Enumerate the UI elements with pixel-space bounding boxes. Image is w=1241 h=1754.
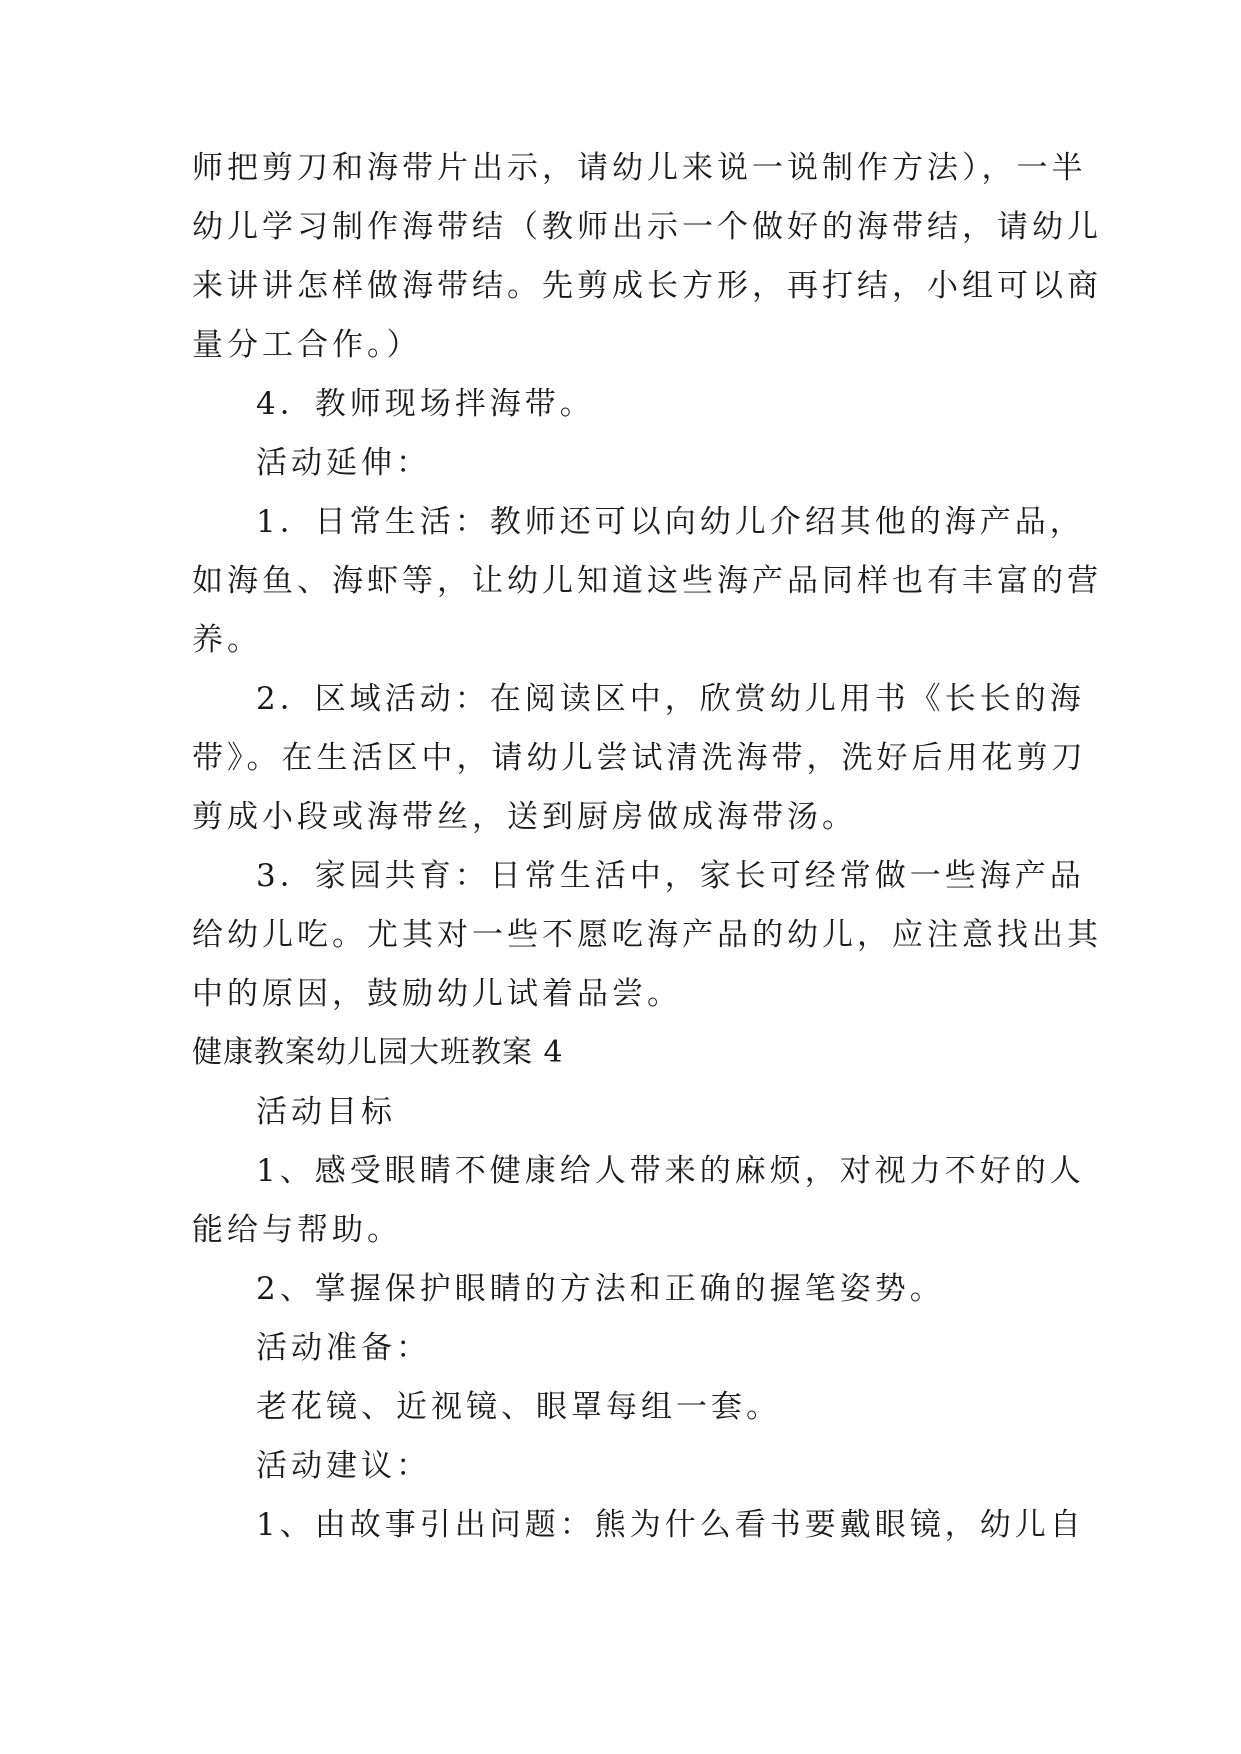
paragraph-line: 幼儿学习制作海带结（教师出示一个做好的海带结，请幼儿 <box>192 209 1102 245</box>
paragraph-line: 4．教师现场拌海带。 <box>256 386 595 422</box>
paragraph-line: 能给与帮助。 <box>192 1212 402 1248</box>
paragraph-line: 如海鱼、海虾等，让幼儿知道这些海产品同样也有丰富的营 <box>192 563 1102 599</box>
paragraph-line: 1．日常生活：教师还可以向幼儿介绍其他的海产品， <box>256 504 1085 540</box>
paragraph-line: 量分工合作。） <box>192 327 422 363</box>
section-label: 活动延伸： <box>256 445 431 481</box>
paragraph-line: 老花镜、近视镜、眼罩每组一套。 <box>256 1389 781 1425</box>
section-label: 活动建议： <box>256 1448 431 1484</box>
section-label: 活动目标 <box>256 1094 396 1130</box>
paragraph-line: 师把剪刀和海带片出示，请幼儿来说一说制作方法），一半 <box>192 150 1087 186</box>
paragraph-line: 2．区域活动：在阅读区中，欣赏幼儿用书《长长的海 <box>256 681 1085 717</box>
paragraph-line: 3．家园共育：日常生活中，家长可经常做一些海产品 <box>256 858 1085 894</box>
paragraph-line: 养。 <box>192 622 262 658</box>
paragraph-line: 2、掌握保护眼睛的方法和正确的握笔姿势。 <box>256 1271 945 1307</box>
paragraph-line: 中的原因，鼓励幼儿试着品尝。 <box>192 976 682 1012</box>
paragraph-line: 1、由故事引出问题：熊为什么看书要戴眼镜，幼儿自 <box>256 1507 1085 1543</box>
paragraph-line: 剪成小段或海带丝，送到厨房做成海带汤。 <box>192 799 857 835</box>
paragraph-line: 1、感受眼睛不健康给人带来的麻烦，对视力不好的人 <box>256 1153 1085 1189</box>
paragraph-line: 来讲讲怎样做海带结。先剪成长方形，再打结，小组可以商 <box>192 268 1102 304</box>
section-heading: 健康教案幼儿园大班教案 4 <box>192 1035 564 1070</box>
paragraph-line: 带》。在生活区中，请幼儿尝试清洗海带，洗好后用花剪刀 <box>192 740 1087 776</box>
section-label: 活动准备： <box>256 1330 431 1366</box>
paragraph-line: 给幼儿吃。尤其对一些不愿吃海产品的幼儿，应注意找出其 <box>192 917 1102 953</box>
